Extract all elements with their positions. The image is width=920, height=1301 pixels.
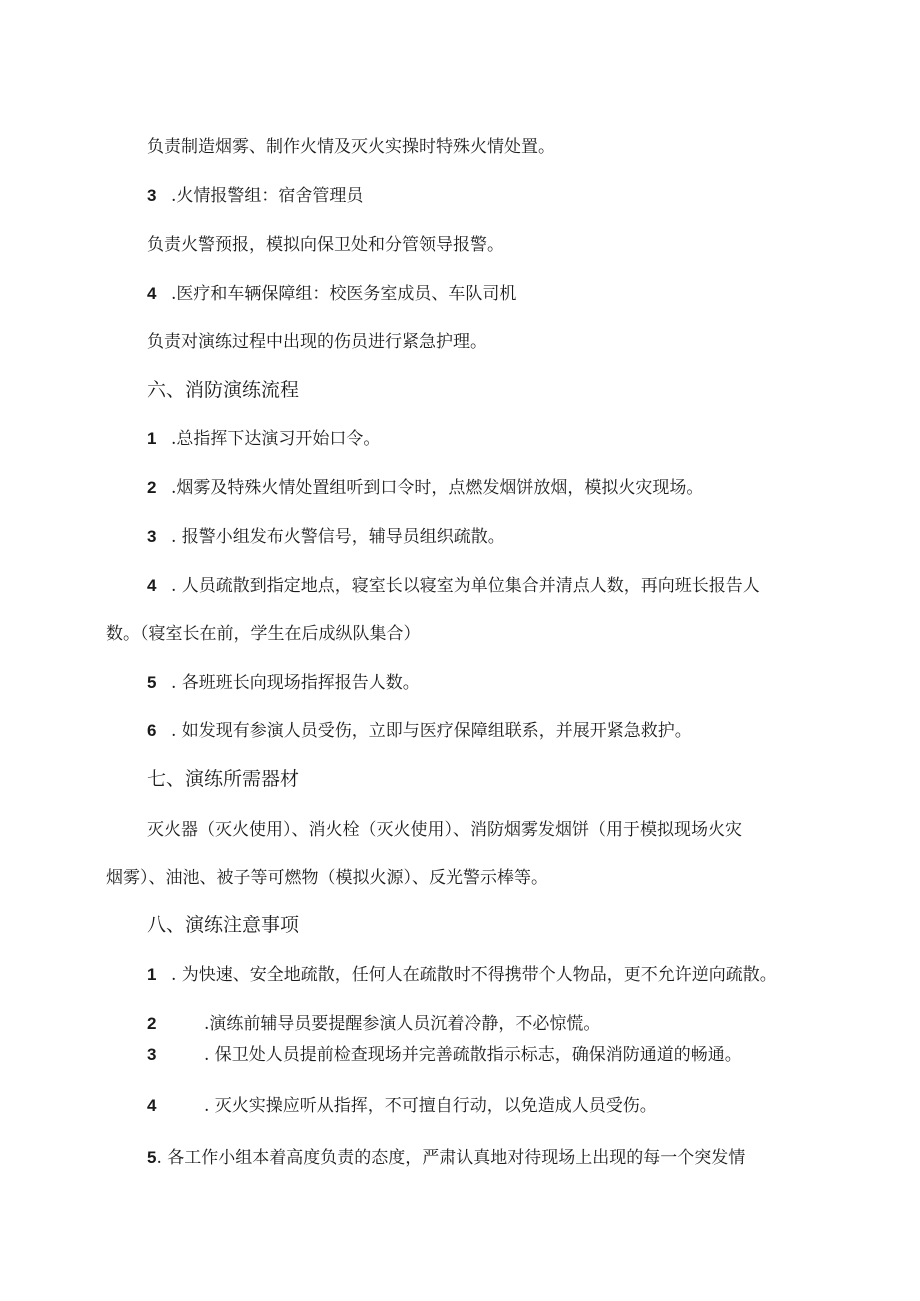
item-number: 5 [147,673,157,692]
text: 烟雾）、油池、被子等可燃物（模拟火源）、反光警示棒等。 [106,868,548,888]
text: 灭火器（灭火使用）、消火栓（灭火使用）、消防烟雾发烟饼（用于模拟现场火灾 [147,820,742,840]
item-number: 1 [147,965,157,984]
paragraph-smoke-team-duty [147,136,920,158]
item-text: .医疗和车辆保障组：校医务室成员、车队司机 [171,284,517,304]
list-item-precaution-1 [147,964,920,986]
list-item-process-2 [147,477,920,499]
paragraph-equipment-list-continued [106,867,920,889]
item-text: .总指挥下达演习开始口令。 [171,429,381,449]
heading-text: 八、演练注意事项 [147,914,300,936]
item-text: . 为快速、安全地疏散，任何人在疏散时不得携带个人物品，更不允许逆向疏散。 [171,965,777,985]
item-number: 4 [147,284,157,303]
item-text: . 人员疏散到指定地点，寝室长以寝室为单位集合并清点人数，再向班长报告人 [171,576,760,596]
list-item-process-3 [147,526,920,548]
list-item-precaution-4 [147,1095,920,1117]
list-item-medical-team [147,283,920,305]
item-number: 6 [147,721,157,740]
item-text: . 各工作小组本着高度负责的态度，严肃认真地对待现场上出现的每一个突发情 [156,1148,746,1168]
section-heading-drill-process [147,379,920,401]
heading-text: 七、演练所需器材 [147,768,300,790]
item-number: 3 [147,1045,157,1064]
list-item-process-5 [147,672,920,694]
list-item-precaution-5 [147,1147,920,1169]
item-number: 4 [147,576,157,595]
item-number: 1 [147,429,157,448]
paragraph-medical-team-duty [147,331,920,353]
text: 负责对演练过程中出现的伤员进行紧急护理。 [147,332,487,352]
list-item-process-4 [147,575,920,597]
item-text: . 报警小组发布火警信号，辅导员组织疏散。 [171,527,505,547]
list-item-process-4-continued [106,623,920,645]
text: 负责火警预报，模拟向保卫处和分管领导报警。 [147,235,504,255]
paragraph-equipment-list [147,819,920,841]
item-text: .烟雾及特殊火情处置组听到口令时，点燃发烟饼放烟，模拟火灾现场。 [171,478,704,498]
item-number: 3 [147,186,157,205]
list-item-process-1 [147,428,920,450]
list-item-precaution-2 [147,1013,920,1035]
list-item-alarm-team [147,185,920,207]
item-text: . 保卫处人员提前检查现场并完善疏散指示标志，确保消防通道的畅通。 [204,1045,742,1065]
item-text: .火情报警组：宿舍管理员 [171,186,364,206]
item-text: . 如发现有参演人员受伤，立即与医疗保障组联系，并展开紧急救护。 [171,721,692,741]
list-item-process-6 [147,720,920,742]
item-number: 3 [147,527,157,546]
heading-text: 六、消防演练流程 [147,379,300,401]
text: 数。（寝室长在前，学生在后成纵队集合） [106,624,421,644]
paragraph-alarm-team-duty [147,234,920,256]
section-heading-precautions [147,914,920,936]
list-item-precaution-3 [147,1044,920,1066]
item-number: 2 [147,478,157,497]
item-text: .演练前辅导员要提醒参演人员沉着冷静，不必惊慌。 [204,1014,601,1034]
section-heading-equipment [147,768,920,790]
item-text: . 各班班长向现场指挥报告人数。 [171,673,420,693]
item-text: . 灭火实操应听从指挥，不可擅自行动，以免造成人员受伤。 [204,1096,657,1116]
item-number: 4 [147,1096,157,1115]
item-number: 5 [147,1148,157,1167]
item-number: 2 [147,1014,157,1033]
text: 负责制造烟雾、制作火情及灭火实操时特殊火情处置。 [147,137,555,157]
